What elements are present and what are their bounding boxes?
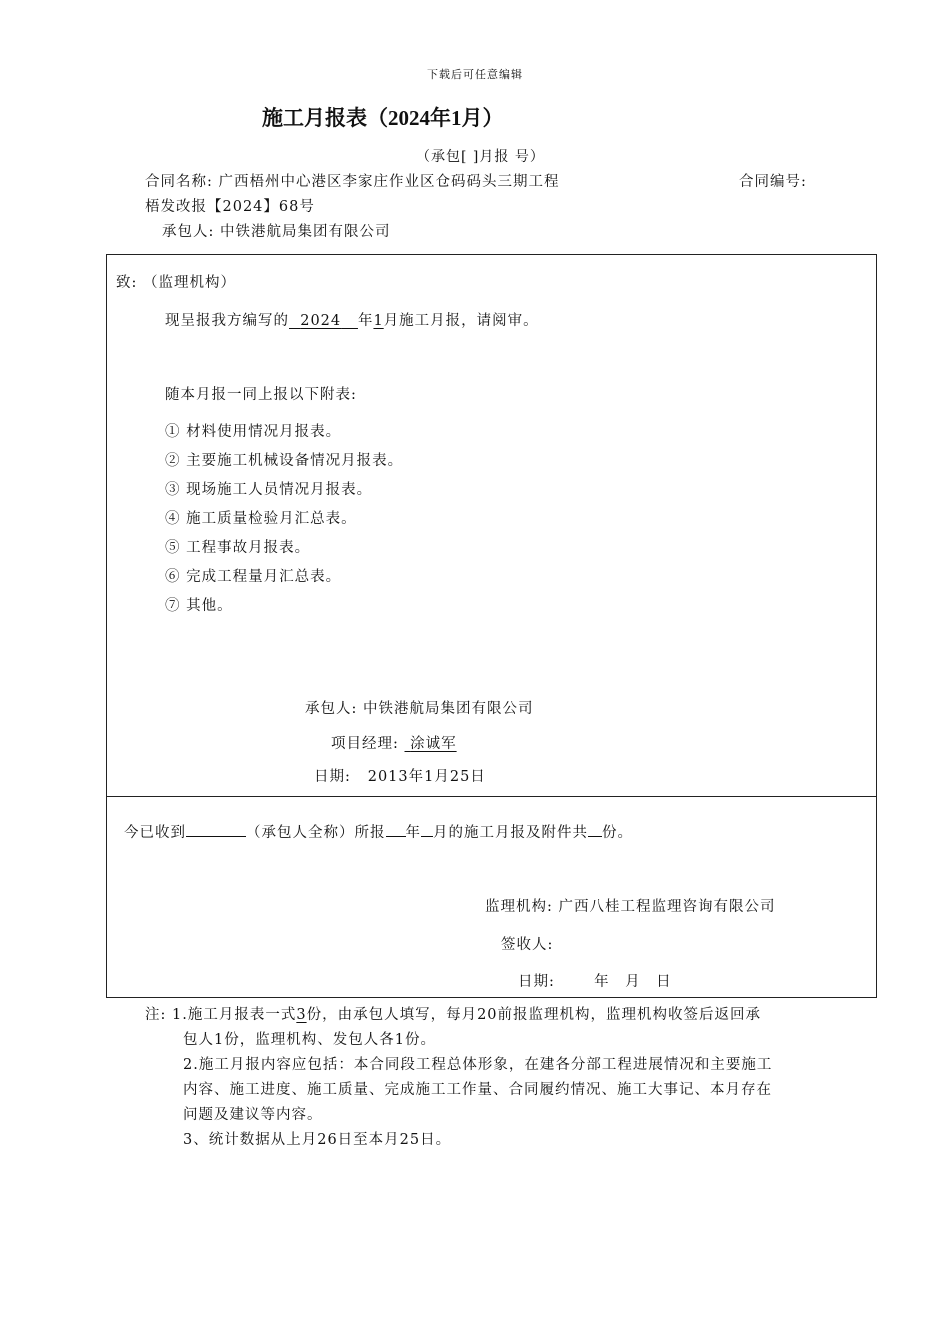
note-2-line-2: 内容、施工进度、施工质量、完成施工工作量、合同履约情况、施工大事记、本月存在 bbox=[183, 1082, 772, 1098]
supervisor-label: 监理机构: bbox=[485, 899, 553, 915]
blank-copies bbox=[588, 822, 602, 837]
attachments-intro: 随本月报一同上报以下附表: bbox=[165, 387, 357, 403]
receipt-date-value: 年 月 日 bbox=[594, 974, 672, 990]
note-2-line-1: 2.施工月报内容应包括：本合同段工程总体形象，在建各分部工程进展情况和主要施工 bbox=[183, 1057, 773, 1073]
contractor-name: 中铁港航局集团有限公司 bbox=[220, 224, 391, 240]
pm-row bbox=[331, 732, 457, 753]
attachment-item: ① 材料使用情况月报表。 bbox=[165, 424, 342, 440]
note-3: 3、统计数据从上月26日至本月25日。 bbox=[183, 1132, 452, 1148]
intro-prefix: 现呈报我方编写的 bbox=[165, 313, 289, 329]
submission-date-label: 日期: bbox=[314, 769, 351, 785]
copies-count: 3 bbox=[296, 1007, 307, 1023]
report-number: （承包[ ]月报 号） bbox=[416, 149, 545, 165]
blank-month bbox=[421, 822, 433, 837]
attachment-item: ④ 施工质量检验月汇总表。 bbox=[165, 511, 357, 527]
notes-label: 注: bbox=[145, 1007, 167, 1023]
note-1-line-1: 注: 1.施工月报表一式3份，由承包人填写，每月20前报监理机构，监理机构收签后返回承 bbox=[145, 1007, 762, 1023]
submission-date: 2013年1月25日 bbox=[367, 769, 486, 785]
receiver-label: 签收人: bbox=[501, 937, 554, 953]
receipt-date-label: 日期: bbox=[518, 974, 555, 990]
report-month: 1 bbox=[373, 313, 384, 329]
contract-no-label: 合同编号: bbox=[739, 174, 807, 190]
blank-year bbox=[386, 822, 406, 837]
supervisor-row bbox=[485, 895, 776, 916]
signer-contractor: 中铁港航局集团有限公司 bbox=[363, 701, 534, 717]
report-year: 2024 bbox=[300, 313, 342, 329]
receipt-date-row bbox=[518, 970, 672, 991]
attachment-item: ⑦ 其他。 bbox=[165, 598, 233, 614]
contractor-label: 承包人: bbox=[162, 224, 215, 240]
attachment-item: ⑥ 完成工程量月汇总表。 bbox=[165, 569, 342, 585]
blank-contractor-name bbox=[186, 822, 246, 837]
note-1-line-2: 包人1份，监理机构、发包人各1份。 bbox=[183, 1032, 436, 1048]
attachment-item: ③ 现场施工人员情况月报表。 bbox=[165, 482, 373, 498]
to-label: 致: bbox=[116, 275, 138, 291]
contract-no: 梧发改报【2024】68号 bbox=[145, 199, 315, 215]
contractor-row bbox=[162, 220, 391, 241]
addressee-row bbox=[116, 271, 236, 292]
signer-contractor-row bbox=[305, 697, 534, 718]
top-note: 下载后可任意编辑 bbox=[427, 68, 523, 81]
pm-name: 涂诚军 bbox=[410, 736, 457, 752]
page-title: 施工月报表（2024年1月） bbox=[262, 106, 504, 130]
pm-label: 项目经理: bbox=[331, 736, 399, 752]
attachment-item: ⑤ 工程事故月报表。 bbox=[165, 540, 311, 556]
to-value: （监理机构） bbox=[143, 275, 236, 291]
supervisor-name: 广西八桂工程监理咨询有限公司 bbox=[558, 899, 776, 915]
intro-suffix: 月施工月报，请阅审。 bbox=[383, 313, 539, 329]
contract-name-label: 合同名称: bbox=[145, 174, 213, 190]
note-2-line-3: 问题及建议等内容。 bbox=[183, 1107, 323, 1123]
intro-row bbox=[165, 309, 539, 330]
receipt-text: 今已收到 （承包人全称）所报 年 月的施工月报及附件共 份。 bbox=[124, 821, 633, 842]
contract-name: 广西梧州中心港区李家庄作业区仓码码头三期工程 bbox=[218, 174, 560, 190]
contract-name-row bbox=[145, 170, 560, 191]
year-unit: 年 bbox=[357, 313, 374, 329]
submission-date-row bbox=[314, 765, 486, 786]
signer-contractor-label: 承包人: bbox=[305, 701, 358, 717]
attachment-item: ② 主要施工机械设备情况月报表。 bbox=[165, 453, 404, 469]
